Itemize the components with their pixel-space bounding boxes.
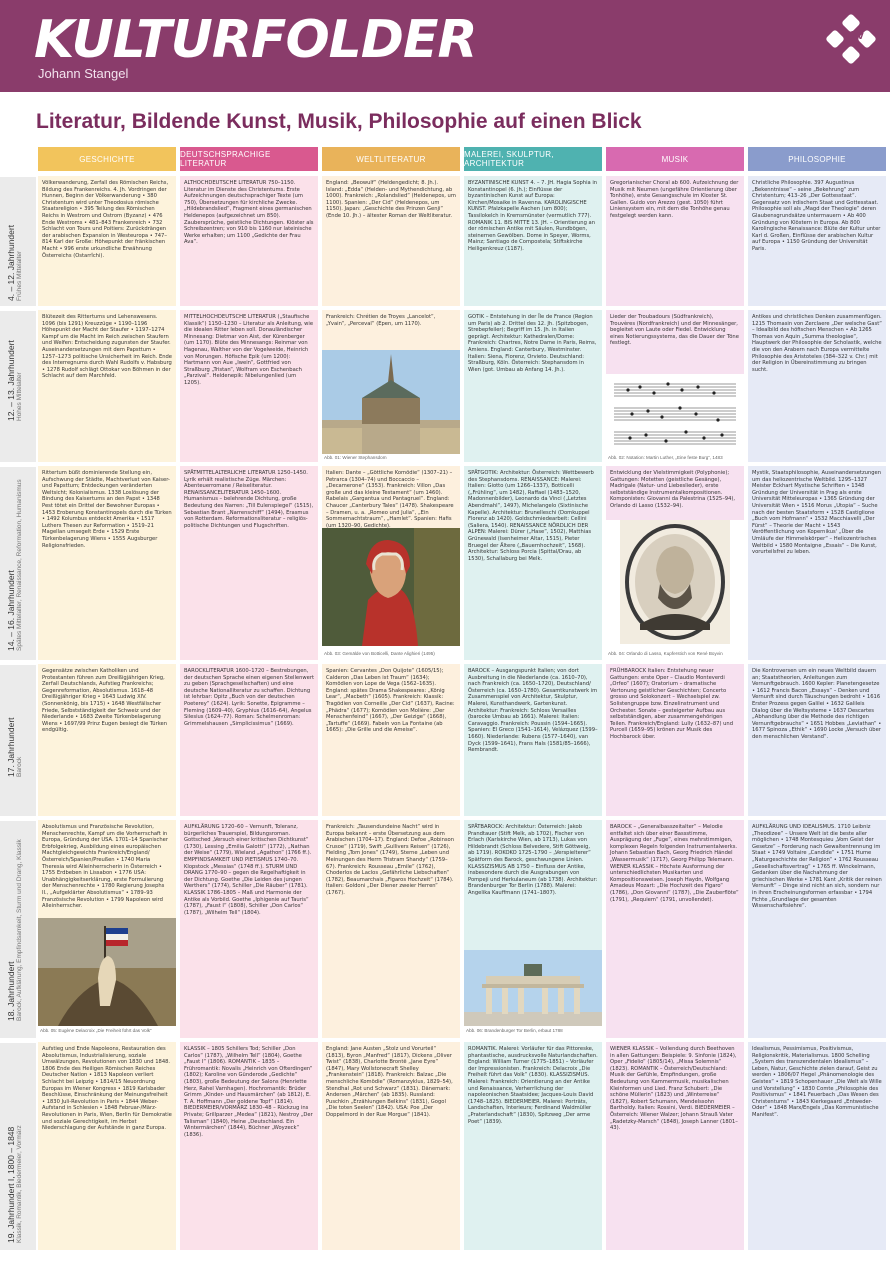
- author-name: Johann Stangel: [38, 66, 129, 81]
- cell-malerei: BYZANTINISCHE KUNST 4. – 7. JH. Hagia Sophia in Konstantinopel (6. Jh.); Einflüsse der byzantinischen Kunst auf Europa: Kirchen/Mosaike in Ravenna. KAROLINGISCHE KUNST. Pfalzkapelle Aachen (um 800); Tassilokelch in Kremsmünster (vermutlich 777). ROMANIK 11. BIS MITTE 13. JH. – Orientierung an der römischen Antike mit Säulen, Rundbögen, steinernen Gewölben. Dome in Speyer, Worms, Mainz; Santiago de Compostela; Stiftskirche Heiligenkreuz (1187).: [464, 176, 602, 306]
- cell-deutsch: AUFKLÄRUNG 1720–60 – Vernunft, Toleranz, bürgerliches Trauerspiel, Bildungsroman. Gottsched „Versuch einer kritischen Dichtkunst“ (1730), Lessing „Emilia Galotti“ (1772), „Nathan der Weise“ (1779), Wieland „Agathon“ (1766 ff.). EMPFINDSAMKEIT UND PIETISMUS 1740–70. Klopstock „Messias“ (1748 ff.). STURM UND DRANG 1770–90 – gegen die Regelhaftigkeit in der Dichtung. Goethe „Die Leiden des jungen Werthers“ (1774), Schiller „Die Räuber“ (1781). KLASSIK 1786–1805 – Maß und Harmonie der Antike als Vorbild. Goethe „Iphigenie auf Tauris“ (1787), „Faust I“ (1808), Schiller „Don Carlos“ (1787), „Wilhelm Tell“ (1804).: [180, 820, 318, 1038]
- image-caption: Abb. 04: Orlando di Lasso, Kupferstich von René Boyvin: [608, 651, 723, 656]
- folder-title: KULTURFOLDER: [34, 10, 477, 70]
- sheet-music-image: [610, 374, 740, 450]
- cell-deutsch: MITTELHOCHDEUTSCHE LITERATUR („Staufische Klassik“) 1150–1230 – Literatur als Anleitung, wie die idealen Ritter leben soll. Donauländischer Minnesang: Dietmar von Aist, der Kürenberger (um 1170). Blüte des Minnesangs: Reinmar von Hagenau, Walther von der Vogelweide, Heinrich von Morungen. Höfische Epik (um 1200): Hartmann von Aue „Iwein“, Gottfried von Straßburg „Tristan“, Wolfram von Eschenbach „Parzival“. Heldenepik: Nibelungenlied (um 1205).: [180, 310, 318, 462]
- cell-musik: WIENER KLASSIK – Vollendung durch Beethoven in allen Gattungen: Beispiele: 9. Sinfonie (1824), Oper „Fidelio“ (1805/14), „Missa Solemnis“ (1823). ROMANTIK – Österreich/Deutschland: Musik der Gefühle, Empfindungen, große Bedeutung von Kammermusik, musikalischen Kleinformen und Lied. Franz Schubert: „Die schöne Müllerin“ (1823) und „Winterreise“ (1827), Robert Schumann, Mendelssohn Bartholdy. Italien: Rossini, Verdi. BIEDERMEIER – Österreich: Wiener Walzer; Johann Strauß Vater „Radetzky-Marsch“ (1848), Joseph Lanner (1801–43).: [606, 1042, 744, 1250]
- cell-deutsch: ALTHOCHDEUTSCHE LITERATUR 750–1150. Literatur im Dienste des Christentums. Erste Aufzeichnungen deutschsprachiger Texte (um 750), Übersetzungen für kirchliche Zwecke. „Hildebrandslied“, Fragment eines germanischen Heldenepos (aufgezeichnet um 850). Zaubersprüche, geistliche Dichtungen. Klöster als Schreibzentren; von 910 bis 1160 nur lateinische Werke erhalten; um 1100 „Gedichte der Frau Ava“.: [180, 176, 318, 306]
- cell-deutsch: KLASSIK – 1805 Schillers Tod; Schiller „Don Carlos“ (1787), „Wilhelm Tell“ (1804), Goethe „Faust I“ (1806). ROMANTIK – 1835 – Frühromantik: Novalis „Heinrich von Ofterdingen“ (1802); Karoline von Günderode „Gedichte“ (1803), große Bedeutung der Salons (Henriette Herz, Rahel Varnhagen). Hochromantik: Brüder Grimm „Kinder- und Hausmärchen“ (ab 1812), E. T. A. Hoffmann „Der goldene Topf“ (1814). BIEDERMEIER/VORMÄRZ 1830–48 – Rückzug ins Private; Grillparzer „Medea“ (1821), Nestroy „Der Talisman“ (1840), Heine „Deutschland. Ein Wintermärchen“ (1844), Büchner „Woyzeck“ (1836).: [180, 1042, 318, 1250]
- cell-musik: Entwicklung der Vielstimmigkeit (Polyphonie); Gattungen: Motetten (geistliche Gesänge), Madrigale (Natur- und Liebeslieder), erste selbstständige Instrumentalkompositionen. Komponisten: Giovanni da Palestrina (1525–94), Orlando di Lasso (1532–94).: [606, 466, 744, 520]
- era-title: 18. Jahrhundert: [6, 961, 16, 1021]
- cell-welt: England: Jane Austen „Stolz und Vorurteil“ (1813), Byron „Manfred“ (1817), Dickens „Oliver Twist“ (1838), Charlotte Brontë „Jane Eyre“ (1847), Mary Wollstonecraft Shelley „Frankenstein“ (1818). Frankreich: Balzac „Die menschliche Komödie“ (Romanzyklus, 1829–54), Stendhal „Rot und Schwarz“ (1831). Dänemark: Andersen „Märchen“ (ab 1835). Russland: Puschkin „Erzählungen Belkins“ (1831), Gogol „Die toten Seelen“ (1842). USA: Poe „Der Doppelmord in der Rue Morgue“ (1841).: [322, 1042, 460, 1250]
- brandenburger-tor-image: [464, 950, 602, 1026]
- image-caption: Abb. 05: Eugène Delacroix „Die Freiheit führt das Volk“: [40, 1028, 152, 1033]
- cell-musik: FRÜHBAROCK Italien: Entstehung neuer Gattungen: erste Oper – Claudio Monteverdi „Orfeo“ (1607); Oratorium – dramatische Vertonung geistlicher Geschichten; Concerto grosso und Solokonzert – Wechselspiel zw. Solistengruppe bzw. Einzelinstrument und Orchester. Sonate – gesteigerter Aufbau aus selbstständigen, aber zusammengehörigen Teilen. Frankreich/England: Lully (1632–87) und Purcell (1659–95) krönen zur Musik des Hochbarock über.: [606, 664, 744, 816]
- era-label-6: [0, 1042, 36, 1250]
- cell-welt: Spanien: Cervantes „Don Quijote“ (1605/15); Calderon „Das Leben ist Traum“ (1634); Komödien von Lope de Vega (1562–1635). England: spätes Drama Shakespeares: „König Lear“, „Macbeth“ (1605). Frankreich: Klassik: Tragödien von Corneille „Der Cid“ (1637), Racine: „Phädra“ (1677); Komödien von Molière: „Der Menschenfeind“ (1667), „Der Geizige“ (1668), „Tartuffe“ (1669). Fabeln von La Fontaine (ab 1665): „Die Grille und die Ameise“.: [322, 664, 460, 816]
- cell-geschichte: Völkerwanderung, Zerfall des Römischen Reichs, Bildung des Frankenreichs. 4. Jh. Vordringen der Hunnen, Beginn der Völkerwanderung • 380 Christentum wird unter Theodosius römische Staatsreligion • 395 Teilung des Römischen Reichs in Westrom und Ostrom (Byzanz) • 476 Ende Westroms • 481–843 Frankenreich • 732 Schlacht von Tours und Poitiers: Zurückdrängen der arabischen Expansion in Westeuropa • 747–814 Karl der Große: Höhepunkt der fränkischen Macht • 996 erste urkundliche Erwähnung Österreichs (Ostarrîchi).: [38, 176, 176, 306]
- dante-portrait-image: [322, 528, 460, 646]
- cell-geschichte: Gegensätze zwischen Katholiken und Protestanten führen zum Dreißigjährigen Krieg, Zerfall Deutschlands, Aufstieg Frankreichs; Gegenreformation, Absolutismus. 1618–48 Dreißigjähriger Krieg • 1643 Ludwig XIV. (Sonnenkönig, bis 1715) • 1648 Westfälischer Friede, Selbstständigkeit der Schweiz und der Niederlande • 1683 Zweite Türkenbelagerung Wiens • 1697/99 Prinz Eugen besiegt die Türken endgültig.: [38, 664, 176, 816]
- cell-deutsch: BAROCKLITERATUR 1600–1720 – Bestrebungen, der deutschen Sprache einen eigenen Stellenwert zu geben (Sprachgesellschaften) und eine deutsche Nationalliteratur zu schaffen. Dichtung ist lehrbar: Opitz „Buch von der deutschen Poeterey“ (1624). Lyrik: Sonette, Epigramme – Fleming (1609–40), Gryphius (1616–64), Angelus Silesius (1624–77). Roman: Schelmenroman: Grimmelshausen „Simplicissimus“ (1669).: [180, 664, 318, 816]
- cell-geschichte: Rittertum büßt dominierende Stellung ein, Aufschwung der Städte, Machtverlust von Kaiser- und Papsttum; Entdeckungen veränderten Weltsicht; Kolonialismus. 1338 Loslösung der Bindung des Kaisertums an den Papst • 1348 Pest tötet ein Drittel der Bewohner Europas • 1453 Eroberung Konstantinopels durch die Türken • 1492 Kolumbus entdeckt Amerika • 1517 Luthers Thesen zur Reformation • 1519–21 Magellan umsegelt Erde • 1529 Erste Türkenbelagerung Wiens • 1555 Augsburger Religionsfrieden.: [38, 466, 176, 660]
- column-header-welt: WELTLITERATUR: [322, 147, 460, 171]
- cell-geschichte: Aufstieg und Ende Napoleons, Restauration des Absolutismus, Industrialisierung, soziale Umwälzungen, Revolutionen von 1830 und 1848. 1806 Ende des Heiligen Römischen Reiches Deutscher Nation • 1813 Napoleon verliert Schlacht bei Leipzig • 1814/15 Neuordnung Europas im Wiener Kongress • 1819 Karlsbader Beschlüsse, Einschränkung der Meinungsfreiheit • 1830 Juli-Revolution in Paris • 1844 Weber-Aufstand in Schlesien • 1848 Februar-/März-Revolutionen in Paris, Wien, Berlin für Demokratie und soziale Gerechtigkeit, im Herbst Niederschlagung der Aufstände in ganz Europa.: [38, 1042, 176, 1250]
- cell-malerei: GOTIK – Entstehung in der Île de France (Region um Paris) ab 2. Drittel des 12. Jh. (Spitzbogen, Strebepfeiler); Begriff im 15. Jh. in Italien geprägt. Architektur: Kathedralen/Dome: Frankreich: Chartres, Notre Dame in Paris, Reims, Amiens. England: Canterbury, Westminster. Italien: Siena, Florenz, Orvieto. Deutschland: Straßburg, Köln. Österreich: Stephansdom in Wien (got. Umbau ab Anfang 14. Jh.).: [464, 310, 602, 462]
- image-caption: Abb. 02: Notation: Martin Luther, „Eine feste Burg“, 1483: [608, 455, 723, 460]
- cell-welt: Italien: Dante – „Göttliche Komödie“ (1307–21) – Petrarca (1304–74) und Boccaccio – „Decamerone“ (1353). Frankreich: Villon „Das große und das kleine Testament“ (um 1460). Rabelais „Gargantua und Pantagruel“. England: Chaucer „Canterbury Tales“ (1478). Shakespeare – Dramen, u. a. „Romeo und Julia“, „Ein Sommernachtstraum“, „Hamlet“. Spanien: Hafis (um 1320–90, Gedichte).: [322, 466, 460, 528]
- cell-malerei: BAROCK – Ausgangspunkt Italien; von dort Ausbreitung in die Niederlande (ca. 1610–70), nach Frankreich (ca. 1650–1720), Deutschland/Österreich (ca. 1650–1780). Gesamtkunstwerk im Zusammenspiel von Architektur, Skulptur, Malerei, Kunsthandwerk, Gartenkunst. Architektur: Frankreich: Schloss Versailles (barocke Umbau ab 1661). Malerei: Italien: Caravaggio. Frankreich: Poussin (1594–1665). Spanien: El Greco (1541–1614), Velázquez (1599–1660). Niederlande: Rubens (1577–1640), van Dyck (1599–1641), Frans Hals (1581/85–1666), Rembrandt.: [464, 664, 602, 816]
- cell-philosophie: Idealismus, Pessimismus, Positivismus, Religionskritik, Materialismus. 1800 Schelling „System des transzendentalen Idealismus“ – Leben, Natur, Geschichte zielen darauf, Geist zu werden • 1806/07 Hegel „Phänomenologie des Geistes“ • 1819 Schopenhauer „Die Welt als Wille und Vorstellung“ • 1830 Comte „Philosophie des Positivismus“ • 1841 Feuerbach „Das Wesen des Christentums“ • 1843 Kierkegaard „Entweder-Oder“ • 1848 Marx/Engels „Das Kommunistische Manifest“.: [748, 1042, 886, 1250]
- era-subtitle: Spätes Mittelalter, Renaissance, Reformation, Humanismus: [16, 479, 23, 651]
- page-subtitle: Literatur, Bildende Kunst, Musik, Philosophie auf einen Blick: [36, 110, 642, 133]
- publisher-logo-text: öbv: [844, 30, 864, 42]
- column-header-malerei: MALEREI, SKULPTUR, ARCHITEKTUR: [464, 147, 602, 171]
- cell-geschichte: Blütezeit des Rittertums und Lehenswesens. 1096 (bis 1291) Kreuzzüge • 1190–1196 Höhepunkt der Macht der Staufer • 1197–1274 Kampf um die Macht im Reich zwischen Staufern und Welfen: Entscheidung zugunsten der Staufer. Auseinandersetzungen mit dem Papsttum • 1257–1273 politische Unsicherheit im Reich. Ende des Interregnums durch Wahl Rudolfs v. Habsburg • 1278 Rudolf schlägt Ottokar von Böhmen in der Schlacht auf dem Marchfeld.: [38, 310, 176, 462]
- cell-malerei: ROMANTIK. Malerei: Vorläufer für das Pittoreske, phantastische, ausdrucksvolle Naturlandschaften. England: William Turner (1775–1851) – Vorläufer der Impressionisten. Frankreich: Delacroix „Die Freiheit führt das Volk“ (1830). KLASSIZISMUS. Malerei: Frankreich: Orientierung an der Antike und Renaissance, Verherrlichung der napoleonischen Staatsidee; Jacques-Louis David (1748–1825). BIEDERMEIER. Malerei: Porträts, Landschaften, Interieurs; Ferdinand Waldmüller „Praterlandschaft“ (1830), Spitzweg „Der arme Poet“ (1839).: [464, 1042, 602, 1250]
- column-header-philosophie: PHILOSOPHIE: [748, 147, 886, 171]
- era-label-1: [0, 176, 36, 306]
- cell-musik: Lieder der Troubadours (Südfrankreich), Trouvères (Nordfrankreich) und der Minnesänger, begleitet von Laute oder Fiedel. Entwicklung eines Notierungssystems, das die Dauer der Töne festlegt.: [606, 310, 744, 374]
- cell-geschichte: Absolutismus und Französische Revolution, Menschenrechte, Kampf um die Vorherrschaft in Europa, Gründung der USA. 1701–14 Spanischer Erbfolgekrieg, Ausbildung eines europäischen Machtgleichgewichts Frankreich/England/Österreich/Spanien/Preußen • 1740 Maria Theresia wird Alleinherrscherin in Österreich • 1755 Erdbeben in Lissabon • 1776 USA: Unabhängigkeitserklärung, erste Formulierung der Menschenrechte • 1780 Regierung Josephs II., „Aufgeklärter Absolutismus“ • 1789–93 Französische Revolution • 1799 Napoleon wird Alleinherrscher.: [38, 820, 176, 918]
- era-subtitle: Frühes Mittelalter: [16, 250, 23, 301]
- era-label-5: [0, 820, 36, 1038]
- image-caption: Abb. 01: Wiener Stephansdom: [324, 455, 387, 460]
- era-label-4: [0, 664, 36, 816]
- image-caption: Abb. 03: Gemälde von Botticelli, Dante Alighieri (1495): [324, 651, 435, 656]
- cell-malerei: SPÄTGOTIK: Architektur: Österreich: Wettbewerb des Stephansdoms. RENAISSANCE: Malerei: Italien: Giotto (um 1266–1337), Botticelli („Frühling“, um 1482), Raffael (1483–1520, Madonnenbilder), Leonardo da Vinci („Letztes Abendmahl“, 1497), Michelangelo (Sixtinische Kapelle). Architektur: Brunelleschi (Domkuppel Florenz ab 1420). Goldschmiedearbeit: Cellini (Saliera, 1540). RENAISSANCE NÖRDLICH DER ALPEN: Malerei: Dürer („Hase“, 1502), Matthias Grünewald (Isenheimer Altar, 1515), Pieter Bruegel der Ältere („Bauernhochzeit“, 1568). Architektur: Schloss Porcia (Spittal/Drau, ab 1530), Schallaburg bei Melk.: [464, 466, 602, 660]
- cell-musik: Gregorianischer Choral ab 600. Aufzeichnung der Musik mit Neumen (ungefähre Orientierung über Tonhöhe), erste Gesangsschule im Kloster St. Gallen. Guido von Arezzo (gest. 1050) führt Liniensystem ein, mit dem die Tonhöhe genau festgelegt werden kann.: [606, 176, 744, 306]
- era-subtitle: Hohes Mittelalter: [16, 372, 23, 421]
- cell-deutsch: SPÄTMITTELALTERLICHE LITERATUR 1250–1450. Lyrik erhält realistische Züge. Märchen: Abenteuerromane / Reiseliteratur. RENAISSANCELITERATUR 1450–1600. Humanismus – belehrende Dichtung, große Bedeutung des Narren: „Till Eulenspiegel“ (1515), Sebastian Brant „Narrenschiff“ (1494), Erasmus von Rotterdam. Reformationsliteratur – religiös-politische Dichtungen und Flugschriften.: [180, 466, 318, 660]
- stephansdom-image: [322, 350, 460, 454]
- cell-musik: BAROCK – „Generalbasszeitalter“ – Melodie entfaltet sich über einer Bassstimme, Ausprägung der „Fuge“, eines mehrstimmigen, komplexen Regeln folgenden Instrumentalwerks. Johann Sebastian Bach, Georg Friedrich Händel „Wassermusik“ (1717), Georg Philipp Telemann. WIENER KLASSIK – Höchste Ausformung der unterschiedlichsten Musikarten und Kompositionsweisen. Joseph Haydn, Wolfgang Amadeus Mozart: „Die Hochzeit des Figaro“ (1786), „Don Giovanni“ (1787), „Die Zauberflöte“ (1791), „Requiem“ (1791, unvollendet).: [606, 820, 744, 1038]
- era-subtitle: Klassik, Romantik, Biedermeier, Vormärz: [16, 1125, 23, 1243]
- era-subtitle: Barock, Aufklärung, Empfindsamkeit, Sturm und Drang, Klassik: [16, 839, 23, 1021]
- cell-philosophie: Antikes und christliches Denken zusammenfügen. 1215 Thomasin von Zerclaere „Der welsche Gast“ – Idealbild des höfischen Menschen • Ab 1265 Thomas von Aquin „Summa theologiae“, Hauptwerk der Philosophie der Scholastik, welche die von den Arabern nach Europa vermittelte Philosophie des Aristoteles (384–322 v. Chr.) mit der Religion in Übereinstimmung zu bringen sucht.: [748, 310, 886, 462]
- era-label-3: [0, 466, 36, 660]
- column-header-deutsch: DEUTSCHSPRACHIGE LITERATUR: [180, 147, 318, 171]
- orlando-di-lasso-engraving-image: [620, 520, 730, 644]
- era-title: 4. – 12. Jahrhundert: [6, 224, 16, 301]
- column-header-musik: MUSIK: [606, 147, 744, 171]
- delacroix-painting-image: [38, 918, 176, 1026]
- cell-philosophie: Die Kontroversen um ein neues Weltbild dauern an; Staatstheorien, Anleitungen zum Vernunftgebrauch. 1600 Kepler: Planetengesetze • 1612 Francis Bacon „Essays“ – Denken und Vernunft sind durch Täuschungen bedroht • 1616 Erster Prozess gegen Galilei • 1632 Galileis Dialog über die Weltsysteme • 1637 Descartes „Abhandlung über die Methode des richtigen Vernunftgebrauchs“ • 1651 Hobbes „Leviathan“ • 1677 Spinoza „Ethik“ • 1690 Locke „Versuch über den menschlichen Verstand“.: [748, 664, 886, 816]
- cell-philosophie: AUFKLÄRUNG UND IDEALISMUS. 1710 Leibniz „Theodizee“ – Unsere Welt ist die beste aller möglichen • 1748 Montesquieu „Vom Geist der Gesetze“ – Forderung nach Gewaltentrennung im Staat • 1749 Voltaire „Candide“ • 1751 Hume „Naturgeschichte der Religion“ • 1762 Rousseau „Gesellschaftsvertrag“ • 1765 ff. Winckelmann, Gedanken über die Nachahmung der griechischen Werke • 1781 Kant „Kritik der reinen Vernunft“ – Dinge sind nicht an sich, sondern nur in ihren Erscheinungsformen erfassbar • 1794 Fichte „Grundlage der gesamten Wissenschaftslehre“.: [748, 820, 886, 1038]
- column-header-geschichte: GESCHICHTE: [38, 147, 176, 171]
- era-title: 14. – 16. Jahrhundert: [6, 570, 16, 651]
- era-subtitle: Barock: [16, 756, 23, 777]
- cell-philosophie: Christliche Philosophie. 397 Augustinus „Bekenntnisse“ – seine „Bekehrung“ zum Christentum; 413–26 „Der Gottesstaat“. Gegensatz von irdischem Staat und Gottesstaat. Philosophie soll als „Magd der Theologie“ deren Glaubensgrundsätze untermauern • Ab 400 Gründung von Klöstern in Europa. Ab 800 Karolingische Renaissance: Blüte der Kultur unter Karl d. Großen, Einflüsse der arabischen Kultur auf Europa • 1150 Gründung der Universität Paris.: [748, 176, 886, 306]
- era-label-2: [0, 310, 36, 462]
- cell-welt: Frankreich: „Tausendundeine Nacht“ wird in Europa bekannt – erste Übersetzung aus dem Arabischen (1704–17). England: Defoe „Robinson Crusoe“ (1719), Swift „Gullivers Reisen“ (1726), Fielding „Tom Jones“ (1749), Sterne „Leben und Meinungen des Herrn Tristram Shandy“ (1759–67). Frankreich: Rousseau „Emile“ (1762), Choderlos de Laclos „Gefährliche Liebschaften“ (1782), Beaumarchais „Figaros Hochzeit“ (1784). Italien: Goldoni „Der Diener zweier Herren“ (1767).: [322, 820, 460, 1038]
- cell-welt: Frankreich: Chrétien de Troyes „Lancelot“, „Yvain“, „Perceval“ (Epen, um 1170).: [322, 310, 460, 350]
- era-title: 17. Jahrhundert: [6, 717, 16, 777]
- cell-welt: England: „Beowulf“ (Heldengedicht; 8. Jh.). Island: „Edda“ (Helden- und Mythendichtung, ab 1000). Frankreich: „Rolandslied“ (Heldenepos, um 1100). Spanien: „Der Cid“ (Heldenepos, um 1150). Japan: „Geschichte des Prinzen Genji“ (Ende 10. Jh.) – ältester Roman der Weltliteratur.: [322, 176, 460, 306]
- image-caption: Abb. 06: Brandenburger Tor Berlin, erbaut 1788: [466, 1028, 563, 1033]
- cell-malerei: SPÄTBAROCK: Architektur: Österreich: Jakob Prandtauer (Stift Melk, ab 1702), Fischer von Erlach (Karlskirche Wien, ab 1713), Lukas von Hildebrandt (Schloss Belvedere, Stift Göttweig, ab 1719). ROKOKO 1725–1790 – „Verspielterer“ Spätform des Barock, geschwungene Linien. KLASSIZISMUS AB 1750 – Einfluss der Antike, insbesondere durch die Ausgrabungen von Pompeji und Herkulaneum (ab 1738). Architektur: Brandenburger Tor Berlin (1788). Malerei: Angelika Kauffmann (1741–1807).: [464, 820, 602, 950]
- era-title: 19. Jahrhundert I, 1800 – 1848: [6, 1126, 16, 1243]
- cell-philosophie: Mystik, Staatsphilosophie, Auseinandersetzungen um das heliozentrische Weltbild. 1295–1327 Meister Eckhart Mystische Schriften • 1348 Gründung der Universität in Prag als erste Universität Mitteleuropas • 1365 Gründung der Universität Wien • 1516 Morus „Utopia“ – Suche nach der besten Staatsform • 1528 Castiglione „Buch vom Hofmann“ • 1532 Macchiavelli „Der Fürst“ – Theorie der Macht • 1543 Veröffentlichung von Kopernikus' „Über die Umläufe der Himmelskörper“ – Heliozentrisches Weltbild • 1580 Montaigne „Essais“ – Die Kunst, vorurteilsfrei zu leben.: [748, 466, 886, 660]
- era-title: 12. – 13. Jahrhundert: [6, 340, 16, 421]
